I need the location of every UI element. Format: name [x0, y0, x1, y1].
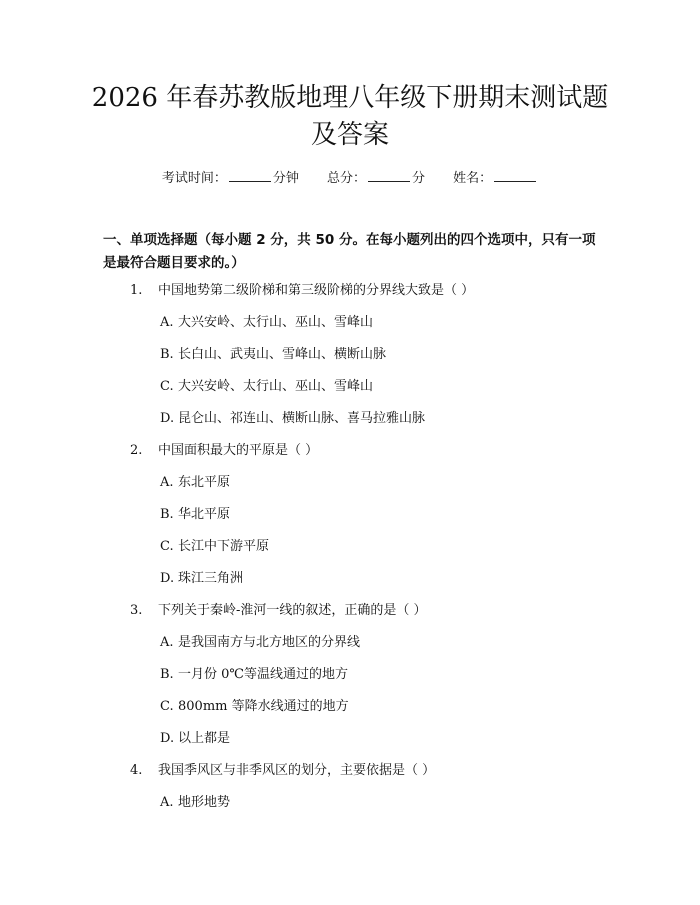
question-text: 中国地势第二级阶梯和第三级阶梯的分界线大致是（ ）: [158, 283, 475, 298]
question-2-option-d: [160, 569, 243, 589]
option-letter: A.: [160, 315, 174, 330]
total-score-field: [327, 168, 425, 189]
question-2-option-a: [160, 473, 230, 493]
exam-info-line: [0, 168, 700, 189]
question-3-option-d: [160, 729, 230, 749]
name-label: 姓名：: [453, 171, 493, 186]
question-3-option-c: [160, 697, 349, 717]
total-score-label: 总分：: [326, 171, 366, 186]
option-text: 大兴安岭、太行山、巫山、雪峰山: [178, 379, 374, 394]
name-field: [453, 168, 538, 189]
option-letter: C.: [160, 379, 174, 394]
name-blank: [494, 168, 536, 182]
option-text: 是我国南方与北方地区的分界线: [178, 635, 361, 650]
question-3-option-a: [160, 633, 360, 653]
option-text: 华北平原: [178, 507, 231, 522]
option-letter: A.: [160, 475, 174, 490]
option-letter: C.: [160, 699, 174, 714]
option-letter: C.: [160, 539, 174, 554]
question-number: 4.: [130, 763, 143, 778]
option-text: 东北平原: [178, 475, 231, 490]
option-letter: D.: [160, 571, 175, 586]
option-text: 地形地势: [178, 795, 231, 810]
question-2-option-c: [160, 537, 269, 557]
option-letter: B.: [160, 347, 174, 362]
question-text: 中国面积最大的平原是（ ）: [158, 443, 319, 458]
option-text: 一月份 0℃等温线通过的地方: [178, 667, 348, 682]
option-letter: A.: [160, 795, 174, 810]
question-4-option-a: [160, 793, 230, 813]
question-text: 我国季风区与非季风区的划分，主要依据是（ ）: [158, 763, 436, 778]
total-score-blank: [368, 168, 410, 182]
document-title-line-2: 及答案: [310, 120, 389, 150]
section-heading: 一、单项选择题（每小题 2 分，共 50 分。在每小题列出的四个选项中，只有一项是最符合题目要求的。）: [103, 232, 596, 271]
question-1-option-d: [160, 409, 425, 429]
document-title-line-1: 2026 年春苏教版地理八年级下册期末测试题: [91, 83, 609, 113]
exam-time-field: [162, 168, 299, 189]
option-letter: B.: [160, 667, 174, 682]
option-letter: B.: [160, 507, 174, 522]
option-text: 长江中下游平原: [178, 539, 270, 554]
question-number: 1.: [130, 283, 143, 298]
option-letter: D.: [160, 731, 175, 746]
option-text: 大兴安岭、太行山、巫山、雪峰山: [178, 315, 374, 330]
question-1-option-b: [160, 345, 386, 365]
total-score-unit: 分: [412, 171, 426, 186]
option-text: 珠江三角洲: [178, 571, 244, 586]
question-1-option-a: [160, 313, 373, 333]
option-text: 长白山、武夷山、雪峰山、横断山脉: [178, 347, 387, 362]
question-3: [130, 601, 427, 621]
exam-time-label: 考试时间：: [161, 171, 227, 186]
question-1: [130, 281, 474, 301]
exam-time-blank: [229, 168, 271, 182]
option-text: 800mm 等降水线通过的地方: [178, 699, 349, 714]
option-letter: D.: [160, 411, 175, 426]
option-text: 昆仑山、祁连山、横断山脉、喜马拉雅山脉: [178, 411, 426, 426]
question-4: [130, 761, 435, 781]
option-text: 以上都是: [178, 731, 231, 746]
question-1-option-c: [160, 377, 373, 397]
question-3-option-b: [160, 665, 348, 685]
question-number: 3.: [130, 603, 143, 618]
question-2-option-b: [160, 505, 230, 525]
question-2: [130, 441, 318, 461]
exam-time-unit: 分钟: [272, 171, 299, 186]
question-number: 2.: [130, 443, 143, 458]
question-text: 下列关于秦岭-淮河一线的叙述，正确的是（ ）: [158, 603, 427, 618]
option-letter: A.: [160, 635, 174, 650]
